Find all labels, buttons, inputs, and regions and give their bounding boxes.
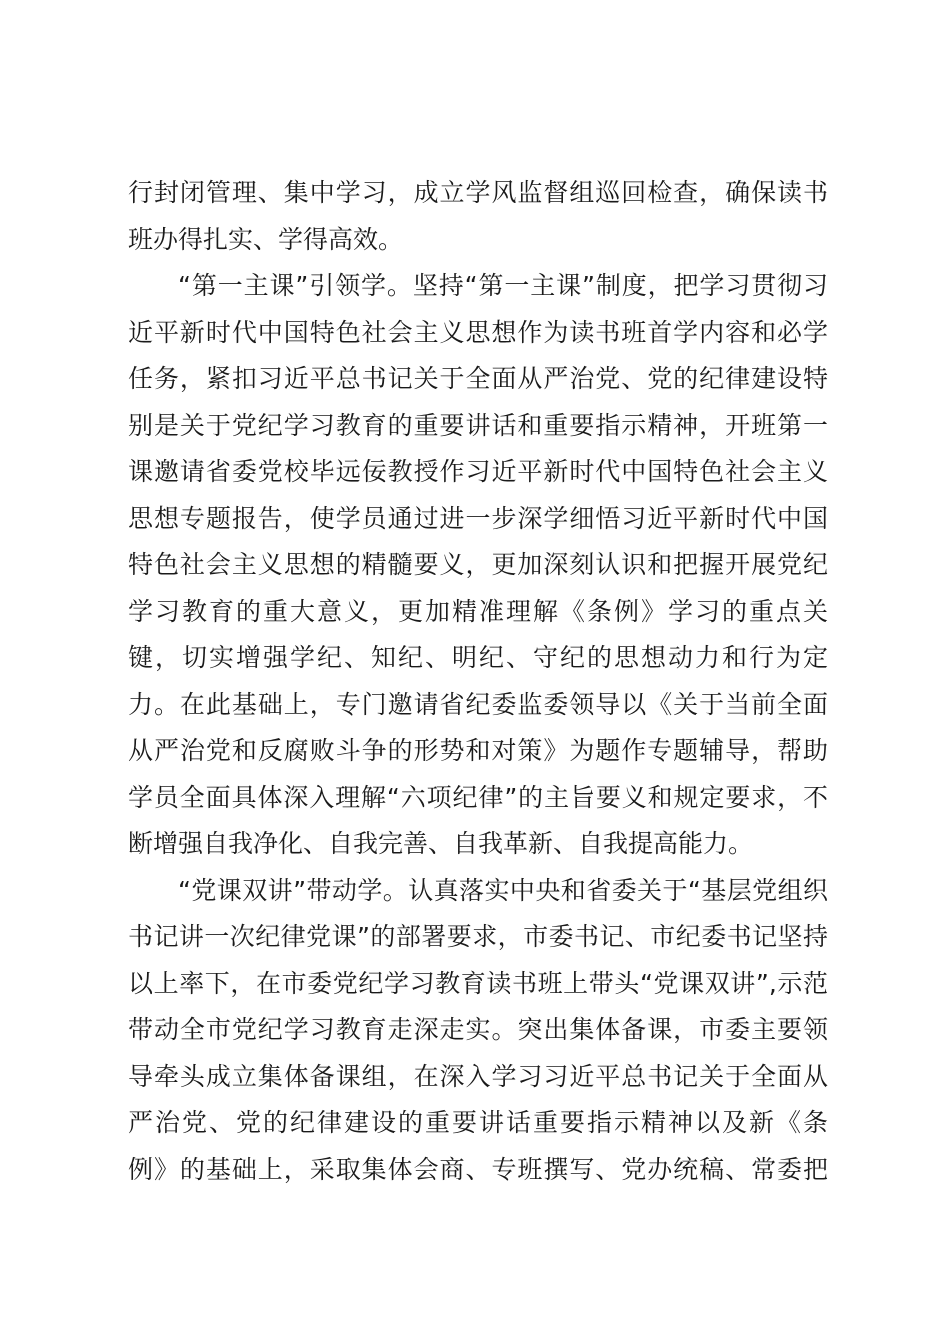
text-line: 思想专题报告，使学员通过进一步深学细悟习近平新时代中国 (128, 503, 828, 533)
text-line: 严治党、党的纪律建设的重要讲话重要指示精神以及新《条 (128, 1108, 828, 1137)
body-text (128, 170, 828, 1193)
text-line: 别是关于党纪学习教育的重要讲话和重要指示精神，开班第一 (128, 410, 828, 440)
text-line: 任务，紧扣习近平总书记关于全面从严治党、党的纪律建设特 (128, 364, 828, 393)
text-line: 带动全市党纪学习教育走深走实。突出集体备课，市委主要领 (128, 1015, 828, 1044)
text-line: 学习教育的重大意义，更加精准理解《条例》学习的重点关 (128, 596, 828, 626)
text-line: 力。在此基础上，专门邀请省纪委监委领导以《关于当前全面 (128, 689, 828, 719)
text-line: 行封闭管理、集中学习，成立学风监督组巡回检查，确保读书 (128, 178, 828, 207)
text-line: 课邀请省委党校毕远佞教授作习近平新时代中国特色社会主义 (128, 457, 828, 486)
text-line: 键，切实增强学纪、知纪、明纪、守纪的思想动力和行为定 (128, 643, 828, 672)
text-line: 班办得扎实、学得高效。 (128, 224, 404, 254)
text-line: 特色社会主义思想的精髓要义，更加深刻认识和把握开展党纪 (128, 550, 828, 579)
text-line: 以上率下，在市委党纪学习教育读书班上带头“党课双讲”,示范 (128, 968, 828, 998)
text-line: 导牵头成立集体备课组，在深入学习习近平总书记关于全面从 (128, 1061, 828, 1091)
text-line: 书记讲一次纪律党课”的部署要求，市委书记、市纪委书记坚持 (128, 922, 828, 951)
text-line: 从严治党和反腐败斗争的形势和对策》为题作专题辅导，帮助 (128, 736, 828, 765)
text-line: 近平新时代中国特色社会主义思想作为读书班首学内容和必学 (128, 317, 828, 347)
text-line: 断增强自我净化、自我完善、自我革新、自我提高能力。 (128, 829, 754, 858)
text-line: 学员全面具体深入理解“六项纪律”的主旨要义和规定要求，不 (128, 782, 828, 812)
paragraph-first-line: “党课双讲”带动学。认真落实中央和省委关于“基层党组织 (178, 875, 828, 905)
text-line: 例》的基础上，采取集体会商、专班撰写、党办统稿、常委把 (128, 1154, 828, 1184)
paragraph-first-line: “第一主课”引领学。坚持“第一主课”制度，把学习贯彻习 (178, 271, 828, 300)
